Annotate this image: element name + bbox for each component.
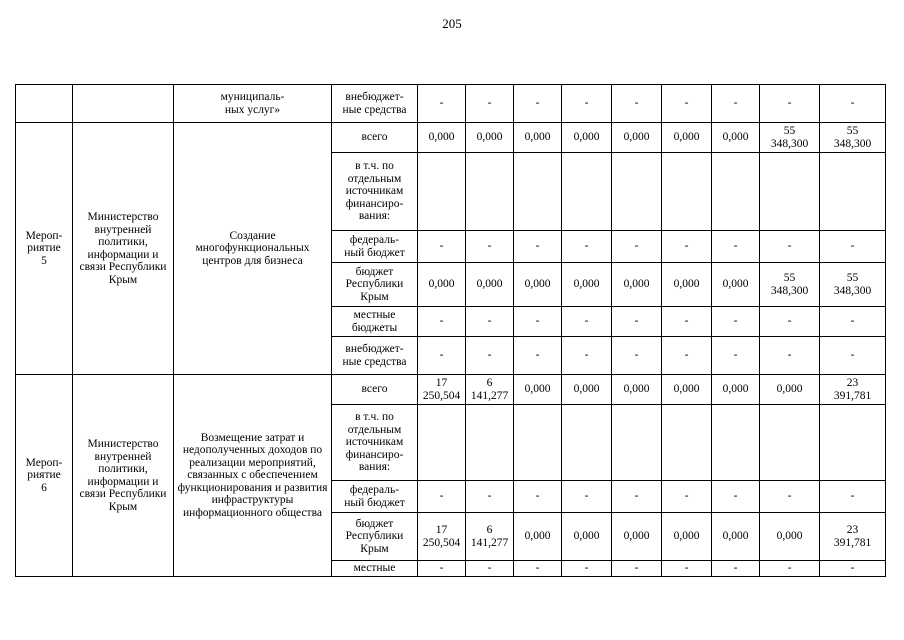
- value-cell: 55 348,300: [820, 263, 886, 307]
- value-cell: -: [562, 307, 612, 337]
- value-cell: -: [712, 231, 760, 263]
- value-cell: 23 391,781: [820, 375, 886, 405]
- value-cell: [820, 405, 886, 481]
- value-cell: -: [562, 561, 612, 577]
- value-cell: -: [662, 85, 712, 123]
- value-cell: 0,000: [562, 123, 612, 153]
- value-cell: 17 250,504: [418, 513, 466, 561]
- value-cell: [760, 405, 820, 481]
- value-cell: -: [466, 85, 514, 123]
- value-cell: -: [466, 481, 514, 513]
- value-cell: [612, 153, 662, 231]
- value-cell: [514, 405, 562, 481]
- value-cell: [662, 405, 712, 481]
- value-cell: -: [712, 561, 760, 577]
- value-cell: -: [612, 481, 662, 513]
- value-cell: -: [820, 231, 886, 263]
- value-cell: [418, 405, 466, 481]
- value-cell: -: [712, 307, 760, 337]
- value-cell: -: [760, 307, 820, 337]
- value-cell: 55 348,300: [820, 123, 886, 153]
- value-cell: 0,000: [562, 263, 612, 307]
- financing-table: [15, 84, 886, 577]
- value-cell: 6 141,277: [466, 513, 514, 561]
- funding-source-cell: бюджет Республики Крым: [332, 513, 418, 561]
- value-cell: [562, 405, 612, 481]
- value-cell: 0,000: [514, 513, 562, 561]
- value-cell: -: [418, 561, 466, 577]
- value-cell: -: [562, 85, 612, 123]
- value-cell: 0,000: [760, 375, 820, 405]
- event-number-cell: Мероп- риятие 5: [16, 123, 73, 375]
- value-cell: -: [662, 481, 712, 513]
- value-cell: -: [514, 481, 562, 513]
- value-cell: -: [662, 561, 712, 577]
- page-number: 205: [442, 16, 462, 31]
- value-cell: [712, 153, 760, 231]
- executor-cell: Министерство внутренней политики, информации и связи Республики Крым: [73, 375, 174, 577]
- value-cell: -: [820, 337, 886, 375]
- value-cell: -: [760, 561, 820, 577]
- value-cell: [712, 405, 760, 481]
- value-cell: 0,000: [562, 513, 612, 561]
- value-cell: 0,000: [466, 263, 514, 307]
- value-cell: -: [562, 337, 612, 375]
- funding-source-cell: бюджет Республики Крым: [332, 263, 418, 307]
- value-cell: 0,000: [612, 513, 662, 561]
- table-row: [16, 85, 886, 123]
- value-cell: -: [418, 85, 466, 123]
- value-cell: -: [466, 307, 514, 337]
- event-name-cell: муниципаль- ных услуг»: [174, 85, 332, 123]
- value-cell: 0,000: [562, 375, 612, 405]
- funding-source-cell: в т.ч. по отдельным источникам финансиро- вания:: [332, 153, 418, 231]
- value-cell: -: [418, 231, 466, 263]
- value-cell: -: [562, 481, 612, 513]
- value-cell: -: [760, 481, 820, 513]
- funding-source-cell: местные: [332, 561, 418, 577]
- table-body: [16, 85, 886, 577]
- value-cell: -: [612, 85, 662, 123]
- value-cell: -: [514, 85, 562, 123]
- value-cell: 0,000: [514, 123, 562, 153]
- funding-source-cell: местные бюджеты: [332, 307, 418, 337]
- value-cell: -: [514, 337, 562, 375]
- value-cell: 23 391,781: [820, 513, 886, 561]
- value-cell: -: [514, 307, 562, 337]
- value-cell: -: [418, 307, 466, 337]
- value-cell: [612, 405, 662, 481]
- value-cell: -: [612, 337, 662, 375]
- value-cell: -: [712, 337, 760, 375]
- event-number-cell: [16, 85, 73, 123]
- value-cell: [562, 153, 612, 231]
- value-cell: -: [820, 307, 886, 337]
- value-cell: 0,000: [662, 513, 712, 561]
- event-name-cell: Создание многофункциональных центров для бизнеса: [174, 123, 332, 375]
- value-cell: -: [466, 561, 514, 577]
- value-cell: -: [612, 307, 662, 337]
- value-cell: [662, 153, 712, 231]
- value-cell: -: [466, 337, 514, 375]
- value-cell: -: [712, 85, 760, 123]
- value-cell: [760, 153, 820, 231]
- funding-source-cell: всего: [332, 375, 418, 405]
- table-row: [16, 375, 886, 405]
- value-cell: 0,000: [612, 375, 662, 405]
- value-cell: -: [562, 231, 612, 263]
- value-cell: -: [760, 231, 820, 263]
- value-cell: 0,000: [662, 375, 712, 405]
- value-cell: 0,000: [662, 263, 712, 307]
- value-cell: 0,000: [418, 263, 466, 307]
- executor-cell: Министерство внутренней политики, информации и связи Республики Крым: [73, 123, 174, 375]
- value-cell: -: [760, 337, 820, 375]
- funding-source-cell: в т.ч. по отдельным источникам финансиро- вания:: [332, 405, 418, 481]
- value-cell: 0,000: [712, 513, 760, 561]
- value-cell: -: [820, 561, 886, 577]
- funding-source-cell: всего: [332, 123, 418, 153]
- value-cell: -: [514, 561, 562, 577]
- funding-source-cell: федераль- ный бюджет: [332, 481, 418, 513]
- funding-source-cell: внебюджет- ные средства: [332, 85, 418, 123]
- value-cell: 0,000: [712, 375, 760, 405]
- value-cell: [820, 153, 886, 231]
- value-cell: 0,000: [612, 123, 662, 153]
- value-cell: -: [514, 231, 562, 263]
- value-cell: -: [418, 481, 466, 513]
- value-cell: 0,000: [612, 263, 662, 307]
- value-cell: [418, 153, 466, 231]
- event-name-cell: Возмещение затрат и недополученных доходов по реализации мероприятий, связанных с обеспечением функционирования и развития инфраструктуры информационного общества: [174, 375, 332, 577]
- value-cell: -: [662, 231, 712, 263]
- value-cell: -: [760, 85, 820, 123]
- value-cell: 55 348,300: [760, 123, 820, 153]
- value-cell: 0,000: [662, 123, 712, 153]
- value-cell: -: [612, 231, 662, 263]
- value-cell: -: [662, 307, 712, 337]
- value-cell: 6 141,277: [466, 375, 514, 405]
- value-cell: 0,000: [418, 123, 466, 153]
- value-cell: [466, 153, 514, 231]
- value-cell: 0,000: [712, 123, 760, 153]
- value-cell: -: [712, 481, 760, 513]
- value-cell: -: [418, 337, 466, 375]
- value-cell: -: [662, 337, 712, 375]
- value-cell: 0,000: [514, 263, 562, 307]
- value-cell: 0,000: [760, 513, 820, 561]
- value-cell: -: [820, 481, 886, 513]
- executor-cell: [73, 85, 174, 123]
- value-cell: [514, 153, 562, 231]
- value-cell: 0,000: [466, 123, 514, 153]
- value-cell: 0,000: [514, 375, 562, 405]
- funding-source-cell: федераль- ный бюджет: [332, 231, 418, 263]
- table-row: [16, 123, 886, 153]
- value-cell: 55 348,300: [760, 263, 820, 307]
- value-cell: -: [466, 231, 514, 263]
- value-cell: [466, 405, 514, 481]
- value-cell: -: [820, 85, 886, 123]
- event-number-cell: Мероп- риятие 6: [16, 375, 73, 577]
- value-cell: 0,000: [712, 263, 760, 307]
- value-cell: -: [612, 561, 662, 577]
- funding-source-cell: внебюджет- ные средства: [332, 337, 418, 375]
- value-cell: 17 250,504: [418, 375, 466, 405]
